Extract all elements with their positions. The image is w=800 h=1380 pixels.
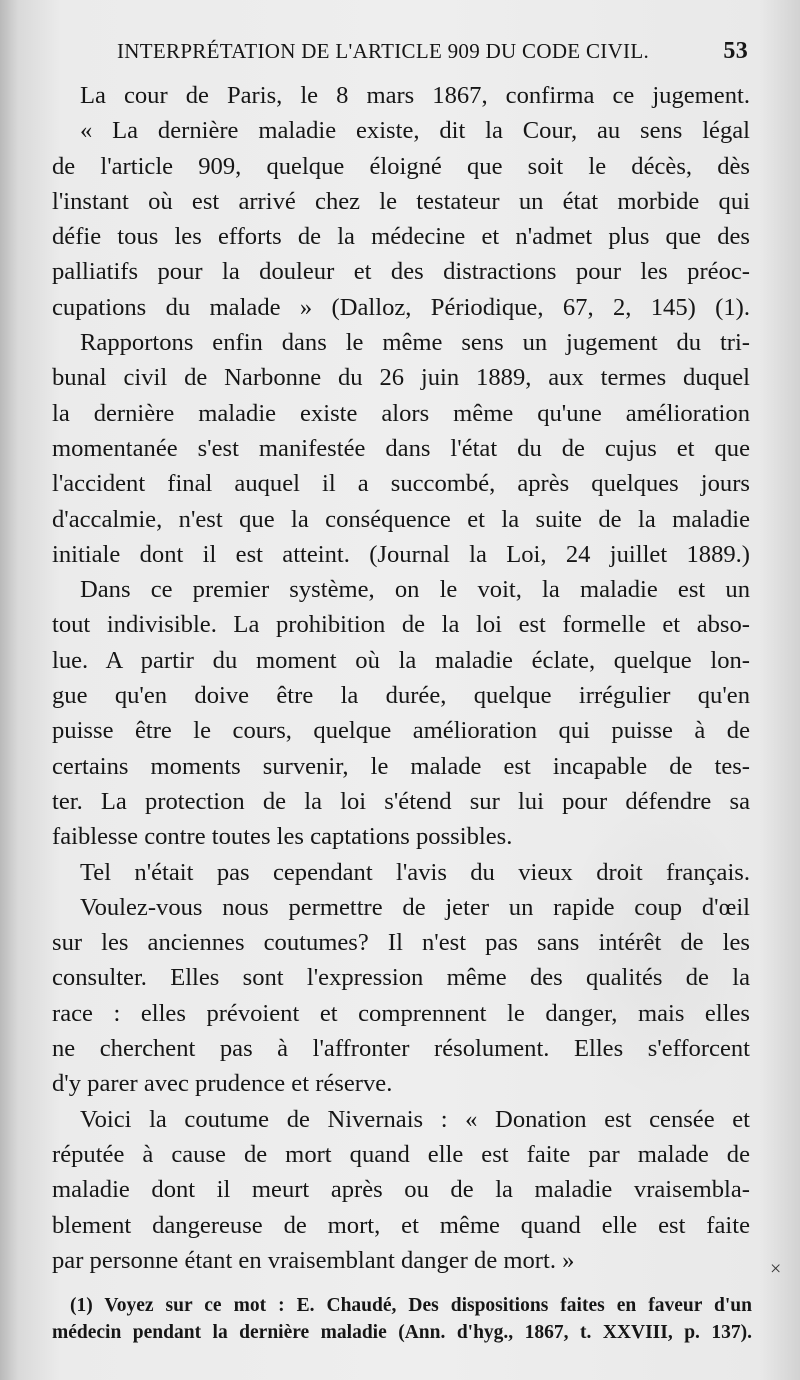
text-line: Voulez-vous nous permettre de jeter un rapide coup d'œil [80, 893, 750, 921]
text-line: cupations du malade » (Dalloz, Périodique, 67, 2, 145) (1). [52, 293, 750, 321]
page-number: 53 [723, 38, 748, 64]
text-line: La cour de Paris, le 8 mars 1867, confirma ce jugement. [80, 82, 750, 109]
text-line: tout indivisible. La prohibition de la loi est formelle et abso- [52, 611, 750, 639]
body-text [52, 78, 750, 1278]
header-title: INTERPRÉTATION DE L'ARTICLE 909 DU CODE CIVIL. [117, 39, 650, 63]
text-line: par personne étant en vraisemblant danger de mort. » [52, 1246, 575, 1274]
text-line: l'instant où est arrivé chez le testateur un état morbide qui [52, 187, 750, 215]
running-header [117, 38, 748, 68]
text-line: d'y parer avec prudence et réserve. [52, 1070, 393, 1098]
text-line: ter. La protection de la loi s'étend sur lui pour défendre sa [52, 787, 750, 815]
text-line: l'accident final auquel il a succombé, après quelques jours [52, 470, 750, 498]
footnote [52, 1292, 752, 1346]
text-line: de l'article 909, quelque éloigné que soit le décès, dès [52, 152, 750, 180]
text-line: maladie dont il meurt après ou de la maladie vraisembla- [52, 1176, 750, 1204]
text-line: consulter. Elles sont l'expression même des qualités de la [52, 964, 750, 992]
text-line: défie tous les efforts de la médecine et n'admet plus que des [52, 223, 750, 251]
text-line: palliatifs pour la douleur et des distractions pour les préoc- [52, 258, 750, 286]
text-line: ne cherchent pas à l'affronter résolument. Elles s'efforcent [52, 1035, 750, 1063]
text-line: « La dernière maladie existe, dit la Cour, au sens légal [80, 117, 750, 145]
footnote-line: (1) Voyez sur ce mot : E. Chaudé, Des dispositions faites en faveur d'un [70, 1295, 752, 1316]
margin-mark: × [770, 1258, 782, 1280]
text-line: momentanée s'est manifestée dans l'état du de cujus et que [52, 434, 750, 462]
text-line: bunal civil de Narbonne du 26 juin 1889, aux termes duquel [52, 364, 750, 392]
text-line: réputée à cause de mort quand elle est faite par malade de [52, 1140, 750, 1168]
text-line: Rapportons enfin dans le même sens un jugement du tri- [80, 329, 750, 357]
text-line: faiblesse contre toutes les captations possibles. [52, 823, 513, 851]
text-line: initiale dont il est atteint. (Journal la Loi, 24 juillet 1889.) [52, 540, 750, 568]
footnote-line: médecin pendant la dernière maladie (Ann. d'hyg., 1867, t. XXVIII, p. 137). [52, 1322, 752, 1343]
text-line: lue. A partir du moment où la maladie éclate, quelque lon- [52, 646, 750, 674]
text-line: la dernière maladie existe alors même qu'une amélioration [52, 399, 750, 427]
text-line: Tel n'était pas cependant l'avis du vieux droit français. [80, 858, 750, 886]
text-line: race : elles prévoient et comprennent le danger, mais elles [52, 999, 750, 1027]
text-line: sur les anciennes coutumes? Il n'est pas sans intérêt de les [52, 929, 750, 957]
text-line: Dans ce premier système, on le voit, la maladie est un [80, 576, 750, 604]
text-line: d'accalmie, n'est que la conséquence et la suite de la maladie [52, 505, 750, 533]
text-line: gue qu'en doive être la durée, quelque irrégulier qu'en [52, 682, 750, 710]
text-line: blement dangereuse de mort, et même quand elle est faite [52, 1211, 750, 1239]
text-line: puisse être le cours, quelque amélioration qui puisse à de [52, 717, 750, 745]
text-line: certains moments survenir, le malade est incapable de tes- [52, 752, 750, 780]
text-line: Voici la coutume de Nivernais : « Donation est censée et [80, 1105, 750, 1133]
